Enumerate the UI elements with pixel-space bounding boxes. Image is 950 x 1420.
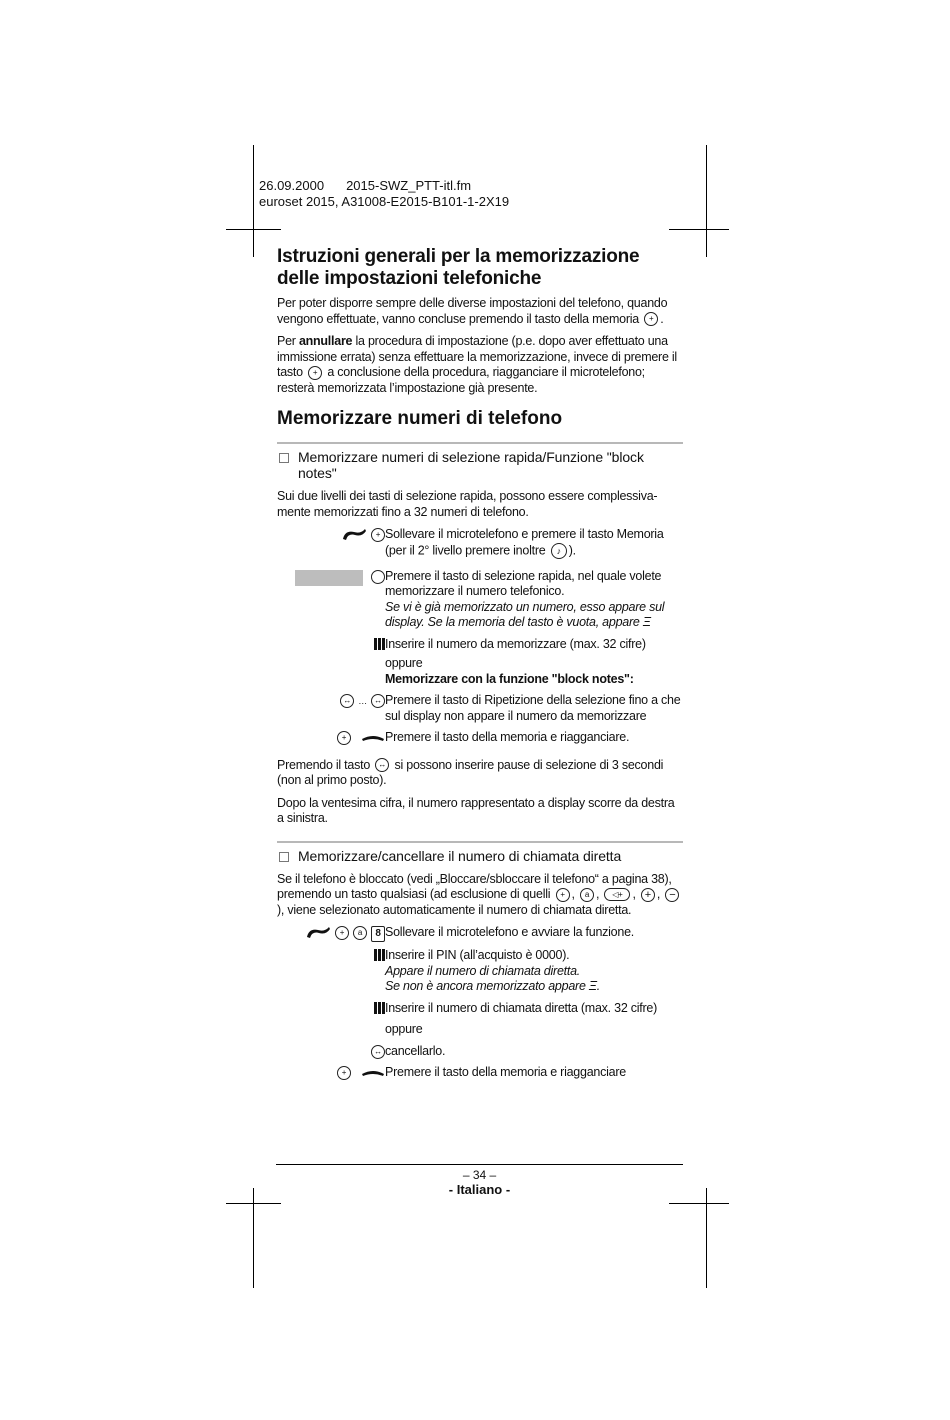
memory-key-icon: +	[644, 312, 658, 326]
step-delete: ↔ cancellarlo.	[277, 1044, 683, 1060]
subsection-speed-dial	[277, 442, 683, 827]
step-enter-number: Inserire il numero da memorizzare (max. 32 cifre) oppure Memorizzare con la funzione "block notes":	[277, 637, 683, 688]
subsection-direct-call	[277, 841, 683, 1081]
crop-mark	[669, 1203, 729, 1204]
crop-mark	[226, 1203, 281, 1204]
handset-icon	[341, 528, 367, 542]
page-footer	[276, 1164, 683, 1198]
crop-mark	[226, 229, 281, 230]
hang-up-icon	[361, 731, 385, 745]
checkbox-bullet-icon	[279, 852, 289, 862]
empty-display-icon: Ξ	[642, 615, 651, 629]
hang-up-icon	[361, 1066, 385, 1080]
step-enter-direct-number: Inserire il numero di chiamata diretta (max. 32 cifre) oppure	[277, 1001, 683, 1038]
memory-key-icon: +	[371, 528, 385, 542]
memory-key-icon: +	[335, 926, 349, 940]
file-header	[259, 178, 509, 210]
keypad-icon	[374, 1002, 385, 1016]
speaker-key-icon: ◁+	[604, 888, 630, 901]
paragraph-pause-note: Premendo il tasto ↔ si possono inserire pause di selezione di 3 secondi (non al primo posto).	[277, 757, 664, 787]
section-title-store-numbers: Memorizzare numeri di telefono	[277, 408, 563, 429]
shift-key-icon: ♪	[551, 543, 567, 559]
redial-icon: ↔	[340, 694, 354, 708]
memory-key-icon: +	[337, 1066, 351, 1080]
paragraph-speed-dial-intro: Sui due livelli dei tasti di selezione rapida, possono essere complessiva-mente memorizzati fino a 32 numeri di telefono.	[277, 489, 658, 519]
lock-key-icon: a	[353, 926, 367, 940]
header-file: 2015-SWZ_PTT-itl.fm	[346, 178, 472, 193]
step-speed-dial-key: Premere il tasto di selezione rapida, nel quale volete memorizzare il numero telefonico. Se vi è già memorizzato un numero, esso appare sul display. Se la memoria del tasto è vuota, appare Ξ	[277, 569, 683, 631]
redial-icon: ↔	[375, 758, 389, 772]
redial-icon: ↔	[371, 1045, 385, 1059]
key-8-icon: 8	[371, 926, 385, 942]
plus-key-icon: +	[641, 888, 655, 902]
ellipsis-icon: …	[358, 696, 367, 706]
redial-icon: ↔	[371, 694, 385, 708]
paragraph-direct-call-intro: Se il telefono è bloccato (vedi „Bloccare/sbloccare il telefono“ a pagina 38), premendo un tasto qualsiasi (ad esclusione di quelli + , a , ◁+ , + , −), viene selezionato automaticamente il numero di chiamata diretta.	[277, 872, 683, 919]
cancel-keyword: annullare	[298, 334, 353, 348]
subsection-heading: Memorizzare numeri di selezione rapida/Funzione "block notes"	[298, 449, 644, 481]
speed-dial-keys-graphic	[295, 570, 363, 586]
crop-mark	[253, 145, 254, 257]
lock-key-icon: a	[580, 888, 594, 902]
minus-key-icon: −	[665, 888, 679, 902]
empty-display-icon: Ξ	[588, 979, 597, 993]
memory-key-icon: +	[308, 366, 322, 380]
memory-key-icon: +	[337, 731, 351, 745]
keypad-icon	[374, 949, 385, 963]
keypad-icon	[374, 638, 385, 652]
paragraph-scroll-note: Dopo la ventesima cifra, il numero rappresentato a display scorre da destra a sinistra.	[277, 795, 675, 825]
header-doc-id: euroset 2015, A31008-E2015-B101-1-2X19	[259, 194, 510, 209]
checkbox-bullet-icon	[279, 453, 289, 463]
header-date: 26.09.2000	[259, 178, 325, 193]
paragraph-cancel: Per annullare la procedura di impostazione (p.e. dopo aver effettuato una immissione errata) senza effettuare la memorizzazione, invece di premere il tasto + a conclusione della procedura, riagganciare il microtelefono; resterà memorizzata l’impostazione già presente.	[277, 334, 677, 395]
step-start-function: + a 8 Sollevare il microtelefono e avviare la funzione.	[277, 925, 683, 942]
handset-icon	[305, 926, 331, 940]
subsection-heading: Memorizzare/cancellare il numero di chiamata diretta	[298, 847, 622, 864]
page-content	[277, 246, 683, 1087]
crop-mark	[669, 229, 729, 230]
paragraph-intro: Per poter disporre sempre delle diverse impostazioni del telefono, quando vengono effettuate, vanno concluse premendo il tasto della memoria + .	[277, 296, 668, 326]
section-title-general: Istruzioni generali per la memorizzazione delle impostazioni telefoniche	[277, 246, 640, 289]
language-label: - Italiano -	[448, 1182, 511, 1197]
page-number: – 34 –	[462, 1168, 497, 1182]
step-lift-handset: + Sollevare il microtelefono e premere il tasto Memoria (per il 2° livello premere inoltre ♪ ).	[277, 527, 683, 559]
crop-mark	[706, 145, 707, 257]
step-redial: ↔ … ↔ Premere il tasto di Ripetizione della selezione fino a che sul display non appare il numero da memorizzare	[277, 693, 683, 724]
memory-key-icon: +	[556, 888, 570, 902]
speed-dial-key-icon	[371, 570, 385, 584]
step-enter-pin: Inserire il PIN (all’acquisto è 0000). Appare il numero di chiamata diretta. Se non è ancora memorizzato appare Ξ.	[277, 948, 683, 995]
step-save-hangup: + Premere il tasto della memoria e riagganciare	[277, 1065, 683, 1081]
step-save-hangup: + Premere il tasto della memoria e riagganciare.	[277, 730, 683, 746]
